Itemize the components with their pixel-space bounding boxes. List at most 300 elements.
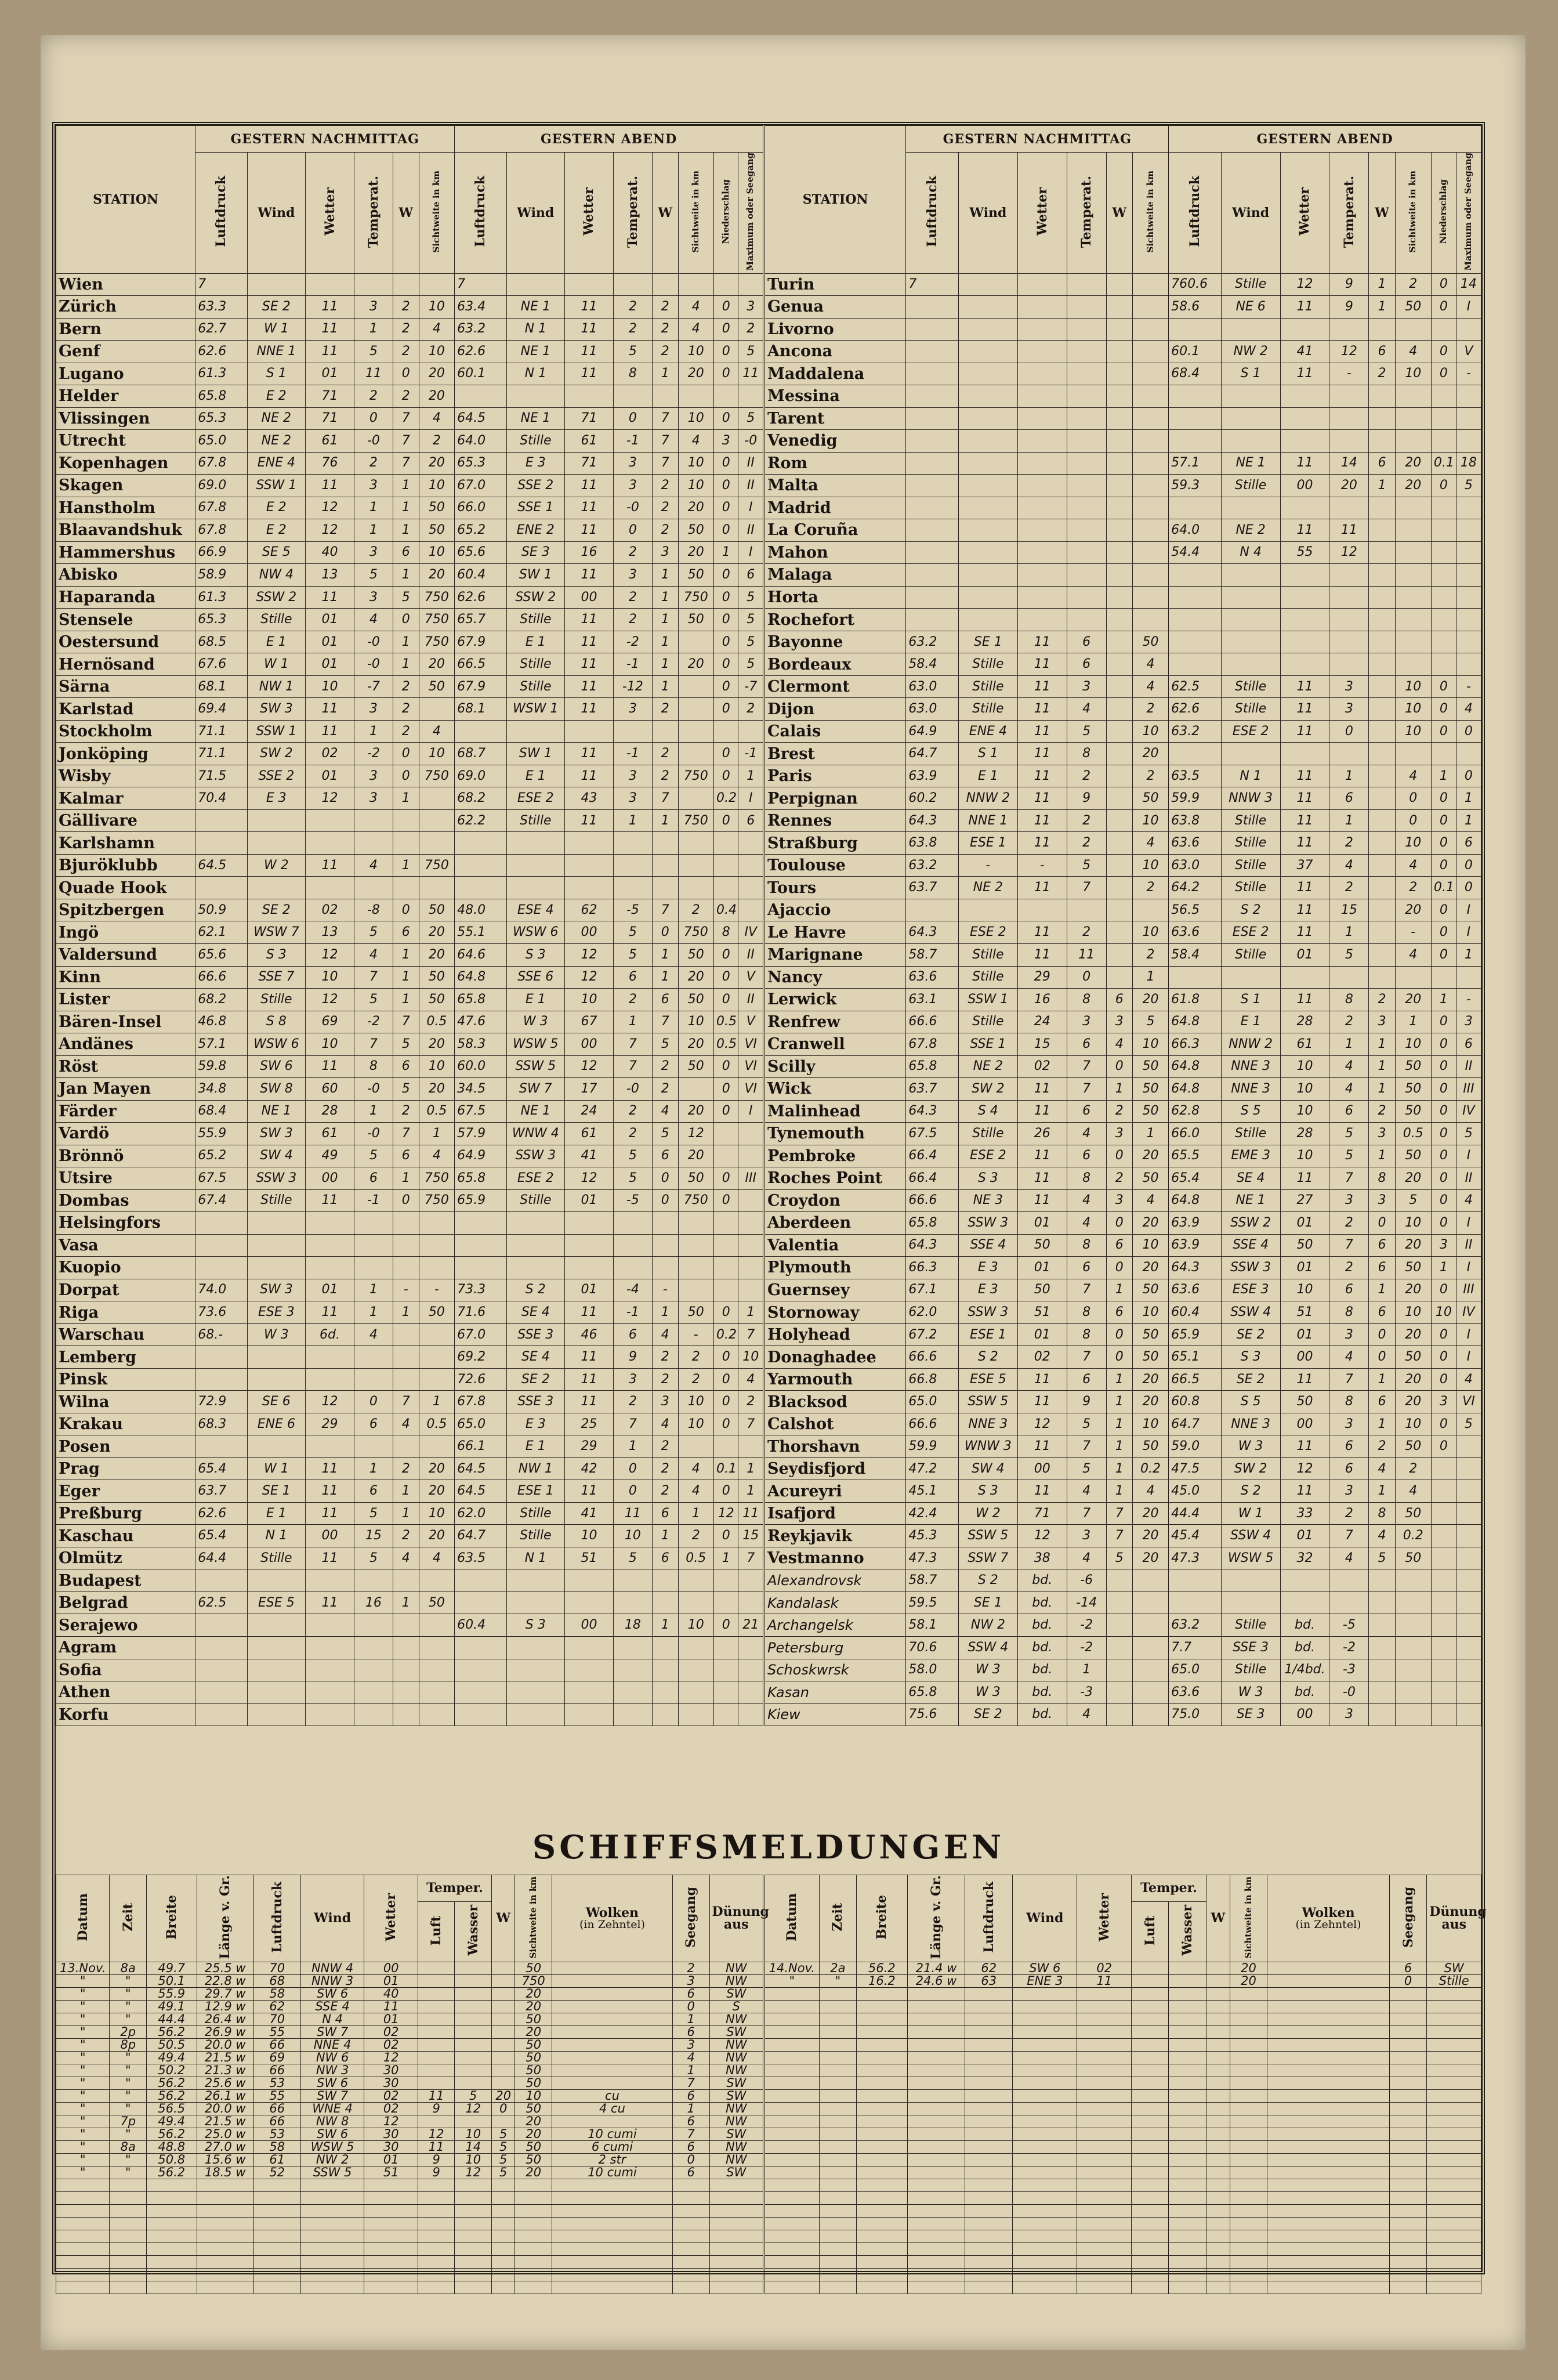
cell-a1: 66.6: [195, 966, 247, 989]
cell-b4: 9: [1329, 273, 1369, 296]
cell-a5: 0: [1106, 1323, 1132, 1346]
cell-b7: 0: [714, 765, 738, 787]
ship-cell-duenung: [1427, 2013, 1481, 2025]
cell-a4: 1: [354, 1301, 393, 1324]
right-station-row: [765, 921, 1481, 944]
cell-b6: 50: [1395, 1055, 1431, 1078]
ship-cell-wetter: [1077, 2281, 1132, 2294]
cell-a3: 29: [1017, 966, 1067, 989]
ship-cell-datum: [765, 2077, 820, 2089]
cell-a6: [1132, 1659, 1168, 1681]
cell-b2: Stille: [1221, 698, 1280, 721]
cell-b7: 0: [714, 1525, 738, 1547]
ship-cell-wind: [1013, 2013, 1077, 2025]
cell-a1: 63.7: [906, 877, 959, 899]
cell-a2: SE 2: [247, 296, 306, 319]
cell-b5: 2: [652, 698, 678, 721]
cell-a5: [1106, 698, 1132, 721]
ship-cell-datum: [765, 2204, 820, 2217]
cell-a6: 20: [1132, 1368, 1168, 1391]
cell-b7: [714, 854, 738, 877]
cell-a6: 2: [1132, 765, 1168, 787]
ship-cell-luft: 70: [253, 1962, 300, 1974]
cell-a2: SE 5: [247, 541, 306, 564]
ship-cell-zeit: [819, 2191, 856, 2204]
cell-a6: 2: [1132, 698, 1168, 721]
cell-b5: 0: [1369, 1212, 1395, 1235]
cell-b5: 6: [652, 1547, 678, 1569]
ship-cell-datum: [765, 2051, 820, 2064]
cell-b5: [1369, 675, 1395, 698]
ship-cell-wind: [1013, 2128, 1077, 2140]
cell-a6: [419, 1212, 455, 1235]
cell-b3: [1280, 407, 1329, 430]
cell-b5: 5: [652, 1123, 678, 1145]
cell-b3: 01: [1280, 1257, 1329, 1279]
cell-b3: 71: [565, 452, 614, 475]
cell-a3: 11: [1017, 787, 1067, 810]
ship-cell-luft: [965, 2000, 1013, 2013]
cell-b8: 1: [738, 1301, 763, 1324]
right-ship-zeit-header: [819, 1875, 856, 1962]
cell-a1: 65.6: [195, 944, 247, 967]
cell-b8: I: [1456, 296, 1481, 319]
left-station-row: [56, 720, 763, 743]
cell-a5: 2: [393, 296, 419, 319]
cell-b7: 0: [714, 1480, 738, 1503]
ship-cell-breite: [857, 2255, 908, 2268]
left-col-sichtweite-header: [419, 153, 455, 274]
cell-b7: 1: [1431, 989, 1456, 1011]
ship-cell-sicht: 50: [515, 2064, 552, 2077]
left-station-row: [56, 1435, 763, 1458]
ship-cell-wetter: [1077, 2064, 1132, 2077]
cell-b4: -: [1329, 363, 1369, 385]
cell-a1: 64.3: [906, 921, 959, 944]
cell-a5: 1: [1106, 1413, 1132, 1435]
station-name: Kaschau: [56, 1525, 195, 1547]
right-station-row: [765, 1368, 1481, 1391]
ship-cell-datum: ": [56, 2102, 110, 2115]
cell-a4: -14: [1067, 1592, 1106, 1614]
cell-a3: 11: [306, 1189, 354, 1212]
cell-b6: [678, 631, 713, 653]
ship-cell-datum: [56, 2242, 110, 2255]
ship-cell-w: [1206, 2268, 1230, 2281]
cell-b6: 50: [1395, 1145, 1431, 1167]
cell-a2: [958, 385, 1017, 408]
cell-a3: [306, 1659, 354, 1681]
cell-b3: 24: [565, 1100, 614, 1123]
cell-b8: [1456, 1659, 1481, 1681]
cell-b5: 2: [652, 1078, 678, 1101]
cell-b2: [1221, 966, 1280, 989]
cell-a4: 5: [354, 1145, 393, 1167]
right-ship-row: [765, 2128, 1481, 2140]
cell-b6: [678, 1212, 713, 1235]
cell-b3: 01: [1280, 944, 1329, 967]
cell-b8: 7: [738, 1413, 763, 1435]
ship-cell-datum: ": [56, 2025, 110, 2038]
cell-a3: bd.: [1017, 1614, 1067, 1637]
cell-a1: 63.7: [906, 1078, 959, 1101]
ship-cell-duenung: NW: [709, 2038, 763, 2051]
ship-cell-breite: 56.2: [146, 2089, 197, 2102]
ship-cell-seegang: [672, 2204, 709, 2217]
cell-b4: -1: [613, 653, 652, 676]
cell-a4: [354, 273, 393, 296]
ship-cell-luft: 66: [253, 2115, 300, 2128]
right-col-wetter-header: [1280, 153, 1329, 274]
cell-a2: Stille: [958, 675, 1017, 698]
left-station-row: [56, 1123, 763, 1145]
cell-b3: [565, 1681, 614, 1704]
cell-b3: 11: [1280, 675, 1329, 698]
cell-b1: 44.4: [1169, 1502, 1222, 1525]
cell-b4: 3: [613, 564, 652, 587]
cell-b6: 50: [678, 1301, 713, 1324]
cell-b5: [1369, 832, 1395, 855]
cell-b6: [678, 787, 713, 810]
ship-cell-duenung: [1427, 2281, 1481, 2294]
cell-b4: 8: [1329, 1301, 1369, 1324]
cell-a2: [958, 564, 1017, 587]
cell-b7: [1431, 743, 1456, 765]
cell-a2: Stille: [247, 1189, 306, 1212]
cell-b7: 0.1: [1431, 452, 1456, 475]
ship-cell-duenung: [1427, 2051, 1481, 2064]
ship-cell-wetter: [1077, 2051, 1132, 2064]
ship-cell-wind: SW 6: [300, 1987, 364, 2000]
cell-b8: [1456, 541, 1481, 564]
cell-b7: [714, 1279, 738, 1301]
ship-cell-temp_wasser: [1169, 2140, 1206, 2153]
cell-b1: 64.8: [1169, 1078, 1222, 1101]
cell-b1: [455, 1569, 506, 1592]
station-name: Petersburg: [765, 1636, 906, 1659]
cell-b8: 6: [738, 809, 763, 832]
cell-a1: 68.1: [195, 675, 247, 698]
cell-b3: 00: [565, 586, 614, 609]
cell-a4: 4: [1067, 1189, 1106, 1212]
cell-b3: 11: [565, 1346, 614, 1369]
left-ship-wolken-label: Wolken: [585, 1905, 639, 1920]
cell-a5: [1106, 541, 1132, 564]
ship-cell-w: [1206, 2281, 1230, 2294]
right-station-row: [765, 1435, 1481, 1458]
ship-cell-w: [1206, 2140, 1230, 2153]
cell-b2: Stille: [1221, 273, 1280, 296]
ship-cell-breite: [857, 2051, 908, 2064]
cell-b8: [1456, 1435, 1481, 1458]
cell-a5: [1106, 1636, 1132, 1659]
cell-a3: 11: [1017, 1435, 1067, 1458]
ship-cell-temp_luft: [418, 2077, 455, 2089]
station-name: Belgrad: [56, 1592, 195, 1614]
ship-cell-duenung: NW: [709, 1962, 763, 1974]
cell-a4: 7: [354, 966, 393, 989]
cell-a6: 4: [1132, 1189, 1168, 1212]
left-station-row: [56, 787, 763, 810]
cell-b8: IV: [738, 921, 763, 944]
station-name: Scilly: [765, 1055, 906, 1078]
station-name: Gällivare: [56, 809, 195, 832]
left-col-luftdruck-header: [195, 153, 247, 274]
cell-b4: [613, 385, 652, 408]
cell-b3: 11: [565, 363, 614, 385]
cell-b5: 2: [652, 743, 678, 765]
cell-b3: 11: [565, 1368, 614, 1391]
cell-b4: [1329, 743, 1369, 765]
ship-cell-wetter: 30: [364, 2128, 418, 2140]
cell-b3: 11: [565, 296, 614, 319]
cell-b6: 2: [1395, 1457, 1431, 1480]
cell-a2: E 2: [247, 497, 306, 519]
ship-cell-wolken: [552, 2077, 672, 2089]
ship-cell-laenge: 26.9 w: [197, 2025, 253, 2038]
cell-a4: 6: [1067, 1145, 1106, 1167]
right-ship-luftdruck-label: Luftdruck: [981, 1881, 997, 1953]
cell-a1: 71.5: [195, 765, 247, 787]
cell-a6: 50: [1132, 1279, 1168, 1301]
ship-cell-temp_luft: [1132, 2089, 1169, 2102]
cell-a6: 20: [1132, 1212, 1168, 1235]
ship-cell-temp_wasser: 10: [455, 2128, 492, 2140]
cell-b7: 0: [714, 966, 738, 989]
ship-cell-duenung: NW: [709, 2013, 763, 2025]
cell-a4: 1: [1067, 1659, 1106, 1681]
ship-cell-w: [1206, 2025, 1230, 2038]
ship-cell-laenge: 25.5 w: [197, 1962, 253, 1974]
cell-b7: [1431, 1502, 1456, 1525]
left-station-row: [56, 1323, 763, 1346]
ship-cell-temp_luft: [1132, 1962, 1169, 1974]
cell-a5: 6: [393, 541, 419, 564]
station-name: Nancy: [765, 966, 906, 989]
cell-b5: [652, 1636, 678, 1659]
cell-b2: [1221, 497, 1280, 519]
cell-b6: 4: [678, 1457, 713, 1480]
ship-cell-wind: [1013, 2051, 1077, 2064]
cell-a4: 5: [354, 1547, 393, 1569]
ship-cell-wetter: [1077, 2191, 1132, 2204]
cell-b1: [1169, 407, 1222, 430]
cell-b4: [1329, 1569, 1369, 1592]
cell-a5: [1106, 832, 1132, 855]
ship-cell-temp_wasser: [455, 1962, 492, 1974]
cell-b2: [506, 1257, 565, 1279]
cell-a2: WNW 3: [958, 1435, 1017, 1458]
cell-b7: 0: [1431, 1413, 1456, 1435]
station-name: Valdersund: [56, 944, 195, 967]
cell-b7: 0: [714, 475, 738, 497]
cell-b4: [1329, 430, 1369, 453]
cell-b2: Stille: [1221, 832, 1280, 855]
left-station-row: [56, 430, 763, 453]
cell-b6: 2: [678, 899, 713, 921]
cell-b8: III: [1456, 1078, 1481, 1101]
cell-b6: 10: [678, 475, 713, 497]
cell-b2: NW 2: [1221, 341, 1280, 363]
cell-a3: 11: [306, 318, 354, 341]
right-station-row: [765, 1659, 1481, 1681]
cell-a3: 10: [306, 1033, 354, 1056]
cell-a1: 7: [195, 273, 247, 296]
cell-a4: [1067, 385, 1106, 408]
cell-b1: 63.8: [1169, 809, 1222, 832]
cell-b8: 6: [738, 564, 763, 587]
cell-b2: [506, 1569, 565, 1592]
ship-cell-temp_wasser: [1169, 2191, 1206, 2204]
left-station-row: [56, 1480, 763, 1503]
ship-cell-temp_luft: [1132, 2217, 1169, 2230]
cell-b3: 00: [565, 1614, 614, 1637]
cell-a2: W 3: [958, 1681, 1017, 1704]
cell-b5: 1: [1369, 1480, 1395, 1503]
cell-b2: [1221, 743, 1280, 765]
cell-b6: 50: [1395, 1547, 1431, 1569]
cell-a4: 3: [1067, 1011, 1106, 1033]
cell-a1: 67.8: [195, 452, 247, 475]
cell-b3: 11: [565, 475, 614, 497]
cell-b4: 5: [613, 1547, 652, 1569]
right-station-row: [765, 877, 1481, 899]
ship-cell-breite: [857, 1987, 908, 2000]
ship-cell-wetter: [364, 2204, 418, 2217]
cell-b1: [455, 385, 506, 408]
cell-b7: 0: [714, 609, 738, 631]
cell-b8: [738, 1435, 763, 1458]
cell-a2: S 2: [958, 1346, 1017, 1369]
cell-b4: -3: [1329, 1659, 1369, 1681]
cell-a3: 76: [306, 452, 354, 475]
ship-cell-breite: 49.4: [146, 2051, 197, 2064]
cell-a4: 4: [1067, 698, 1106, 721]
cell-a6: 10: [419, 475, 455, 497]
cell-a3: 11: [1017, 1100, 1067, 1123]
ship-cell-duenung: [1427, 2191, 1481, 2204]
station-name: Kuopio: [56, 1257, 195, 1279]
station-name: Olmütz: [56, 1547, 195, 1569]
cell-b2: NNE 3: [1221, 1413, 1280, 1435]
cell-b3: 51: [565, 1547, 614, 1569]
ship-cell-zeit: [110, 2281, 147, 2294]
cell-a5: 5: [393, 1033, 419, 1056]
cell-a4: 11: [354, 363, 393, 385]
ship-cell-zeit: 8a: [110, 1962, 147, 1974]
ship-cell-sicht: 20: [515, 2000, 552, 2013]
cell-a5: [1106, 430, 1132, 453]
cell-a6: 10: [1132, 1033, 1168, 1056]
cell-b3: 11: [1280, 809, 1329, 832]
cell-b2: [1221, 407, 1280, 430]
cell-b3: 46: [565, 1323, 614, 1346]
cell-b4: 6: [1329, 1279, 1369, 1301]
ship-cell-wolken: [1267, 2242, 1390, 2255]
station-name: Mahon: [765, 541, 906, 564]
cell-b2: N 1: [506, 1547, 565, 1569]
ship-cell-wetter: [364, 2191, 418, 2204]
cell-b6: 4: [1395, 854, 1431, 877]
ship-cell-laenge: [907, 2281, 965, 2294]
ship-cell-zeit: ": [110, 2077, 147, 2089]
cell-b8: -: [1456, 675, 1481, 698]
ship-cell-temp_luft: [1132, 2281, 1169, 2294]
ship-cell-temp_wasser: [1169, 2115, 1206, 2128]
cell-b1: 64.5: [455, 1457, 506, 1480]
cell-b4: [613, 1659, 652, 1681]
cell-a5: 5: [393, 1078, 419, 1101]
cell-b3: 41: [1280, 341, 1329, 363]
cell-b5: 7: [652, 430, 678, 453]
ship-cell-seegang: 1: [672, 2013, 709, 2025]
cell-a4: 4: [354, 609, 393, 631]
cell-b6: [678, 1592, 713, 1614]
cell-a3: [306, 1368, 354, 1391]
cell-a5: 0: [1106, 1212, 1132, 1235]
cell-b2: NNE 3: [1221, 1078, 1280, 1101]
cell-a4: -2: [354, 743, 393, 765]
cell-b5: [1369, 1569, 1395, 1592]
cell-b1: 63.2: [1169, 1614, 1222, 1637]
station-name: Helsingfors: [56, 1212, 195, 1235]
cell-a4: 4: [354, 1323, 393, 1346]
cell-b1: [455, 1212, 506, 1235]
cell-b8: III: [1456, 1279, 1481, 1301]
station-name: Stornoway: [765, 1301, 906, 1324]
cell-b7: 0: [714, 1368, 738, 1391]
ship-cell-wolken: [1267, 2153, 1390, 2166]
cell-a3: [306, 877, 354, 899]
cell-b4: 7: [1329, 1368, 1369, 1391]
cell-a2: SW 6: [247, 1055, 306, 1078]
cell-a2: [247, 877, 306, 899]
ship-cell-luft: [965, 2191, 1013, 2204]
cell-a3: 28: [306, 1100, 354, 1123]
cell-a3: [1017, 452, 1067, 475]
cell-a1: 70.4: [195, 787, 247, 810]
cell-b1: [1169, 430, 1222, 453]
cell-b6: 50: [1395, 296, 1431, 319]
cell-a5: [1106, 899, 1132, 921]
cell-a5: 6: [1106, 989, 1132, 1011]
cell-a1: [195, 1703, 247, 1726]
cell-a5: [1106, 765, 1132, 787]
cell-a4: 3: [354, 765, 393, 787]
cell-a2: W 1: [247, 318, 306, 341]
cell-a4: 4: [1067, 1212, 1106, 1235]
cell-b7: [1431, 1547, 1456, 1569]
cell-b2: W 3: [1221, 1681, 1280, 1704]
station-name: Blacksod: [765, 1391, 906, 1413]
cell-b1: 45.4: [1169, 1525, 1222, 1547]
left-station-row: [56, 1659, 763, 1681]
ship-cell-luft: 55: [253, 2089, 300, 2102]
ship-cell-temp_luft: [418, 2115, 455, 2128]
cell-b8: [1456, 966, 1481, 989]
ship-cell-sicht: [1230, 2153, 1267, 2166]
cell-a2: E 1: [247, 631, 306, 653]
cell-a5: 2: [393, 1100, 419, 1123]
cell-a1: 64.5: [195, 854, 247, 877]
cell-a3: [1017, 273, 1067, 296]
ship-cell-luft: 70: [253, 2013, 300, 2025]
cell-b8: -0: [738, 430, 763, 453]
ship-cell-temp_luft: [418, 2038, 455, 2051]
cell-b5: [1369, 698, 1395, 721]
cell-b6: 10: [1395, 363, 1431, 385]
cell-b2: NNW 2: [1221, 1033, 1280, 1056]
